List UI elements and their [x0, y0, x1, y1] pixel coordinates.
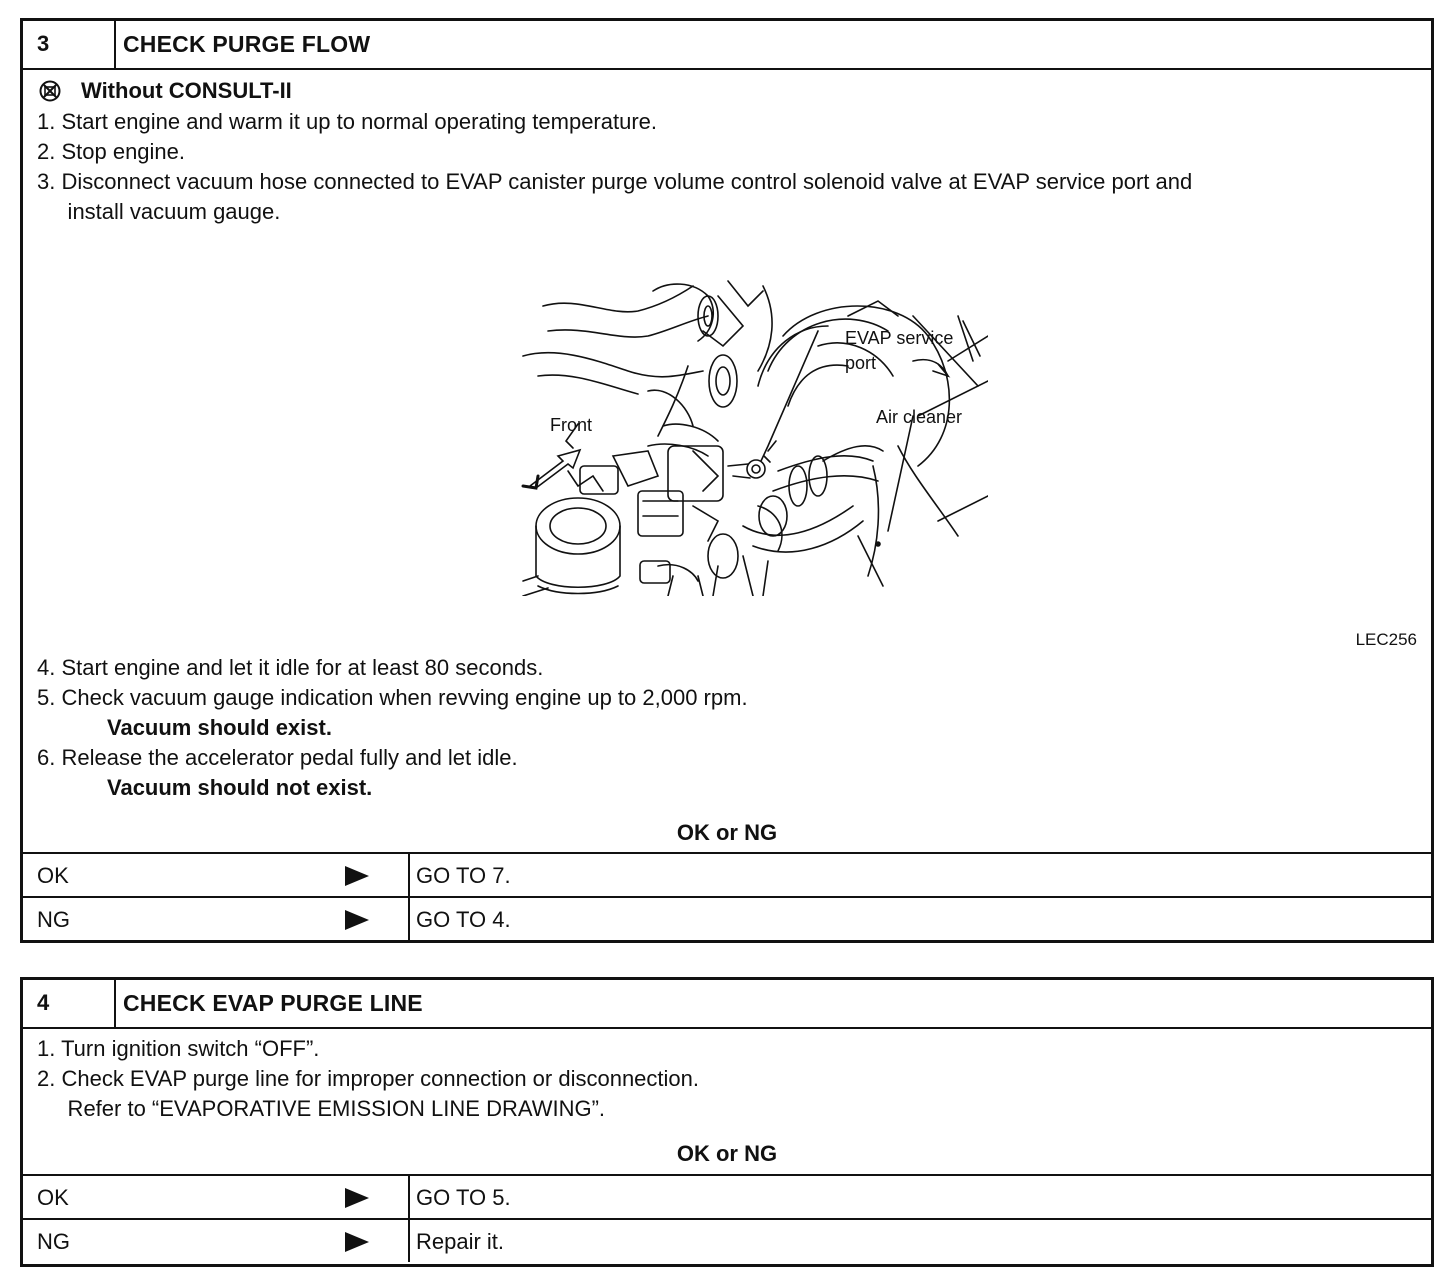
section-header — [23, 21, 1431, 70]
header-divider — [114, 21, 116, 68]
expected-result: Vacuum should exist. — [107, 715, 332, 740]
result-row-ok — [23, 1174, 1431, 1218]
step-text: 1. Turn ignition switch “OFF”. — [37, 1036, 320, 1061]
step-number: 3 — [37, 31, 50, 56]
section-title: CHECK EVAP PURGE LINE — [123, 990, 423, 1016]
step-number: 4 — [37, 990, 50, 1015]
no-consult-icon — [39, 80, 61, 102]
section-header — [23, 980, 1431, 1029]
ok-or-ng-label: OK or NG — [676, 1141, 778, 1166]
result-action: GO TO 4. — [416, 907, 511, 932]
result-status: NG — [37, 907, 70, 932]
step-text: 2. Check EVAP purge line for improper connection or disconnection. — [37, 1066, 699, 1091]
figure-label-evap-service: EVAP service — [845, 328, 954, 348]
result-action: GO TO 7. — [416, 863, 511, 888]
step-text: 4. Start engine and let it idle for at least 80 seconds. — [37, 655, 544, 680]
header-divider — [114, 980, 116, 1027]
arrow-right-icon — [345, 1188, 369, 1208]
engine-drawing — [518, 276, 988, 596]
step-text: 5. Check vacuum gauge indication when revving engine up to 2,000 rpm. — [37, 685, 748, 710]
result-action: GO TO 5. — [416, 1185, 511, 1210]
figure-label-air-cleaner: Air cleaner — [876, 407, 963, 427]
result-row-ok — [23, 852, 1431, 896]
result-row-ng — [23, 896, 1431, 940]
result-status: OK — [37, 863, 69, 888]
step-text: 6. Release the accelerator pedal fully and let idle. — [37, 745, 518, 770]
row-divider — [408, 854, 410, 896]
result-status: OK — [37, 1185, 69, 1210]
procedure-section-3 — [20, 18, 1434, 943]
figure-label-front: Front — [550, 415, 593, 435]
ok-or-ng-label: OK or NG — [676, 820, 778, 845]
row-divider — [408, 1176, 410, 1218]
result-row-ng — [23, 1218, 1431, 1262]
row-divider — [408, 1220, 410, 1262]
step-text: 2. Stop engine. — [37, 139, 186, 164]
arrow-right-icon — [345, 1232, 369, 1252]
arrow-right-icon — [345, 866, 369, 886]
section-title: CHECK PURGE FLOW — [123, 31, 371, 57]
step-text: 1. Start engine and warm it up to normal operating temperature. — [37, 109, 658, 134]
step-text: 3. Disconnect vacuum hose connected to EVAP canister purge volume control solenoid valve at EVAP service port and — [37, 169, 1193, 194]
figure-code: LEC256 — [1355, 630, 1417, 649]
expected-result: Vacuum should not exist. — [107, 775, 373, 800]
engine-bay-illustration — [518, 276, 988, 596]
arrow-right-icon — [345, 910, 369, 930]
step-text: Refer to “EVAPORATIVE EMISSION LINE DRAWING”. — [37, 1096, 606, 1121]
result-action: Repair it. — [416, 1229, 505, 1254]
result-status: NG — [37, 1229, 70, 1254]
procedure-section-4 — [20, 977, 1434, 1267]
mode-label: Without CONSULT-II — [81, 78, 292, 103]
figure-label-port: port — [845, 353, 877, 373]
row-divider — [408, 898, 410, 940]
step-text: install vacuum gauge. — [37, 199, 281, 224]
